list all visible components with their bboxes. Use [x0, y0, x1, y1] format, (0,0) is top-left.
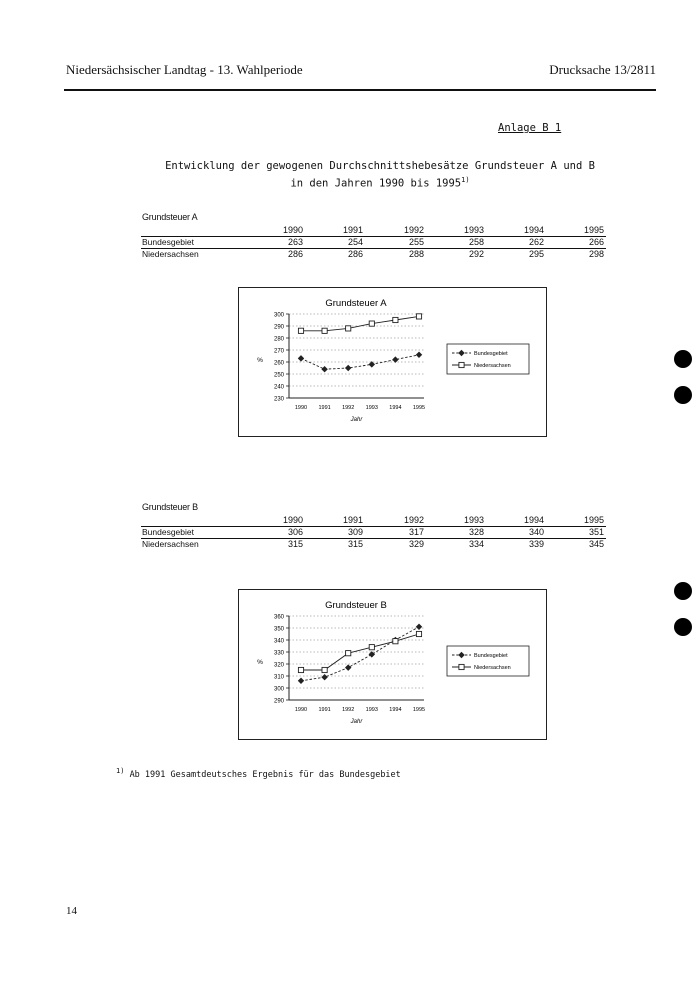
x-tick-label: 1991 — [318, 707, 331, 713]
data-point — [369, 321, 374, 326]
chart-grundsteuer-a — [239, 288, 546, 436]
year-header: 1992 — [403, 225, 424, 235]
year-header: 1993 — [463, 515, 484, 525]
legend-label: Bundesgebiet — [474, 351, 508, 357]
table-cell: 340 — [528, 527, 544, 537]
chart-box-b — [238, 589, 547, 740]
table-cell: 286 — [287, 249, 303, 259]
table-cell: 262 — [528, 237, 544, 247]
title-footnote-ref: 1) — [461, 176, 470, 184]
data-point — [393, 317, 398, 322]
y-tick-label: 260 — [273, 360, 284, 367]
data-point — [298, 667, 303, 672]
data-point — [346, 651, 351, 656]
legend-marker — [459, 362, 464, 367]
data-point — [369, 645, 374, 650]
x-tick-label: 1993 — [365, 405, 378, 411]
title-line-2-text: in den Jahren 1990 bis 1995 — [290, 177, 462, 190]
year-header: 1995 — [583, 225, 604, 235]
year-header: 1995 — [583, 515, 604, 525]
y-tick-label: 360 — [273, 614, 284, 621]
y-tick-label: 250 — [273, 372, 284, 379]
data-point — [345, 665, 351, 671]
table-cell: 329 — [408, 539, 424, 549]
year-header: 1991 — [342, 225, 363, 235]
y-tick-label: 330 — [273, 650, 284, 657]
table-cell: 292 — [468, 249, 484, 259]
table-cell: 254 — [347, 237, 363, 247]
y-axis-label: % — [257, 357, 263, 364]
legend-box — [447, 344, 529, 374]
y-tick-label: 320 — [273, 662, 284, 669]
chart-grundsteuer-b — [239, 590, 546, 739]
table-cell: 286 — [347, 249, 363, 259]
punch-hole — [674, 386, 692, 404]
table-cell: 315 — [287, 539, 303, 549]
header-rule — [64, 89, 656, 91]
data-point — [416, 314, 421, 319]
table-header-row — [141, 225, 606, 237]
table-cell: 263 — [287, 237, 303, 247]
year-header: 1990 — [282, 225, 303, 235]
table-grundsteuer-a — [141, 225, 606, 260]
x-tick-label: 1994 — [389, 405, 402, 411]
data-point — [346, 326, 351, 331]
data-point — [322, 674, 328, 680]
header-right: Drucksache 13/2811 — [549, 62, 656, 77]
data-point — [298, 328, 303, 333]
year-header: 1990 — [282, 515, 303, 525]
data-point — [322, 328, 327, 333]
table-cell: 317 — [408, 527, 424, 537]
page-number: 14 — [66, 905, 77, 917]
row-name: Niedersachsen — [142, 249, 199, 259]
footnote — [116, 767, 401, 780]
table-cell: 328 — [468, 527, 484, 537]
table-row — [141, 527, 606, 539]
row-name: Bundesgebiet — [142, 527, 194, 537]
table-row — [141, 249, 606, 260]
data-point — [416, 631, 421, 636]
table-cell: 288 — [408, 249, 424, 259]
data-point — [322, 667, 327, 672]
table-cell: 258 — [468, 237, 484, 247]
table-cell: 345 — [588, 539, 604, 549]
y-tick-label: 350 — [273, 626, 284, 633]
x-tick-label: 1992 — [342, 405, 355, 411]
data-point — [322, 366, 328, 372]
series-line — [301, 316, 419, 330]
table-cell: 339 — [528, 539, 544, 549]
title-line-1: Entwicklung der gewogenen Durchschnittshebesätze Grundsteuer A und B — [165, 160, 595, 172]
x-axis-label: Jahr — [350, 417, 363, 423]
x-tick-label: 1995 — [412, 405, 426, 411]
x-axis-label: Jahr — [350, 719, 363, 725]
table-row — [141, 539, 606, 550]
title-line-2 — [100, 176, 660, 190]
year-header: 1994 — [523, 515, 544, 525]
data-point — [393, 639, 398, 644]
section-label-a: Grundsteuer A — [142, 212, 198, 222]
y-tick-label: 270 — [273, 348, 284, 355]
year-header: 1993 — [463, 225, 484, 235]
table-cell: 266 — [588, 237, 604, 247]
data-point — [298, 678, 304, 684]
y-tick-label: 230 — [273, 396, 284, 403]
data-point — [416, 624, 422, 630]
data-point — [369, 362, 375, 368]
punch-hole — [674, 618, 692, 636]
table-cell: 315 — [347, 539, 363, 549]
legend-label: Bundesgebiet — [474, 653, 508, 659]
y-axis-label: % — [257, 659, 263, 666]
x-tick-label: 1990 — [294, 707, 308, 713]
footnote-marker: 1) — [116, 767, 125, 775]
y-tick-label: 300 — [273, 686, 284, 693]
row-name: Niedersachsen — [142, 539, 199, 549]
x-tick-label: 1990 — [294, 405, 308, 411]
x-tick-label: 1994 — [389, 707, 402, 713]
year-header: 1994 — [523, 225, 544, 235]
year-header: 1992 — [403, 515, 424, 525]
y-tick-label: 310 — [273, 674, 284, 681]
annex-label: Anlage B 1 — [498, 122, 562, 134]
x-tick-label: 1992 — [342, 707, 355, 713]
legend-marker — [459, 664, 464, 669]
x-tick-label: 1995 — [412, 707, 426, 713]
y-tick-label: 300 — [273, 312, 284, 319]
table-cell: 334 — [468, 539, 484, 549]
header-left: Niedersächsischer Landtag - 13. Wahlperiode — [66, 62, 303, 77]
data-point — [416, 352, 422, 358]
chart-box-a — [238, 287, 547, 437]
table-cell: 255 — [408, 237, 424, 247]
data-point — [393, 357, 399, 363]
x-tick-label: 1991 — [318, 405, 331, 411]
y-tick-label: 240 — [273, 384, 284, 391]
table-cell: 351 — [588, 527, 604, 537]
year-header: 1991 — [342, 515, 363, 525]
table-cell: 295 — [528, 249, 544, 259]
table-row — [141, 237, 606, 249]
y-tick-label: 340 — [273, 638, 284, 645]
table-grundsteuer-b — [141, 515, 606, 550]
table-cell: 298 — [588, 249, 604, 259]
table-cell: 306 — [287, 527, 303, 537]
chart-title: Grundsteuer B — [325, 600, 387, 611]
punch-hole — [674, 350, 692, 368]
data-point — [298, 356, 304, 362]
legend-label: Niedersachsen — [474, 363, 511, 369]
footnote-text: Ab 1991 Gesamtdeutsches Ergebnis für das Bundesgebiet — [129, 769, 401, 780]
chart-title: Grundsteuer A — [325, 298, 387, 309]
table-header-row — [141, 515, 606, 527]
legend-box — [447, 646, 529, 676]
y-tick-label: 290 — [273, 698, 284, 705]
y-tick-label: 290 — [273, 324, 284, 331]
table-cell: 309 — [347, 527, 363, 537]
legend-label: Niedersachsen — [474, 665, 511, 671]
data-point — [369, 652, 375, 658]
row-name: Bundesgebiet — [142, 237, 194, 247]
data-point — [345, 365, 351, 371]
series-line — [301, 627, 419, 681]
punch-hole — [674, 582, 692, 600]
y-tick-label: 280 — [273, 336, 284, 343]
section-label-b: Grundsteuer B — [142, 502, 198, 512]
x-tick-label: 1993 — [365, 707, 378, 713]
